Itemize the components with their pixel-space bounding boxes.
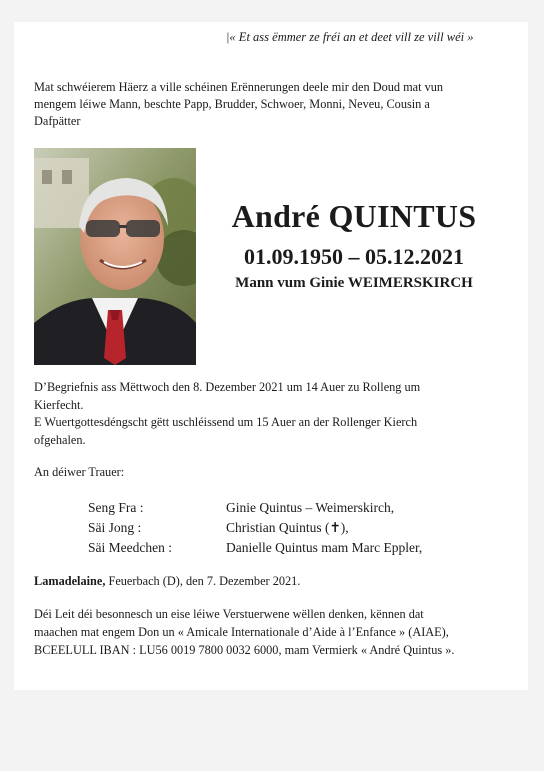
funeral-line: D’Begriefnis ass Mëttwoch den 8. Dezember 2021 um 14 Auer zu Rolleng um (34, 380, 421, 394)
donation-line: maachen mat engem Don un « Amicale Internationale d’Aide à l’Enfance » (AIAE), (34, 625, 449, 639)
relative-name: Christian Quintus (✝), (226, 520, 349, 535)
funeral-line: Kierfecht. (34, 397, 84, 412)
donation-line: BCEELULL IBAN : LU56 0019 7800 0032 6000, mam Vermierk « André Quintus ». (34, 643, 455, 657)
life-dates: 01.09.1950 – 05.12.2021 (244, 244, 464, 269)
funeral-line: E Wuertgottesdéngscht gëtt uschléissend um 15 Auer an der Rollenger Kierch (34, 415, 418, 429)
deceased-name: André QUINTUS (231, 198, 477, 234)
funeral-line: ofgehalen. (34, 432, 86, 447)
relative-name: Ginie Quintus – Weimerskirch, (226, 500, 395, 515)
motto-quote: |« Et ass ëmmer ze fréi an et deet vill ze vill wéi » (226, 30, 474, 44)
donation-line: Déi Leit déi besonnesch un eise léiwe Verstuerwene wëllen denken, kënnen dat (34, 607, 424, 621)
intro-line: Mat schwéierem Häerz a ville schéinen Erënnerungen deele mir den Doud mat vun (34, 80, 444, 94)
intro-text (34, 79, 504, 130)
relative-label: Säi Meedchen : (88, 540, 172, 555)
place-date-line (34, 574, 300, 589)
portrait-photo (34, 148, 196, 365)
spouse-line: Mann vum Ginie WEIMERSKIRCH (235, 275, 473, 291)
mourners-heading: An déiwer Trauer: (34, 465, 125, 479)
intro-line: Dafpätter (34, 114, 81, 128)
place-name: Lamadelaine, (34, 574, 106, 588)
relative-label: Seng Fra : (88, 500, 144, 515)
place-date: Feuerbach (D), den 7. Dezember 2021. (105, 574, 301, 588)
relative-label: Säi Jong : (88, 520, 142, 535)
funeral-details (34, 379, 504, 449)
relative-name: Danielle Quintus mam Marc Eppler, (226, 540, 423, 555)
donation-notice (34, 605, 512, 659)
intro-line: mengem léiwe Mann, beschte Papp, Brudder, Schwoer, Monni, Neveu, Cousin a (34, 97, 430, 111)
